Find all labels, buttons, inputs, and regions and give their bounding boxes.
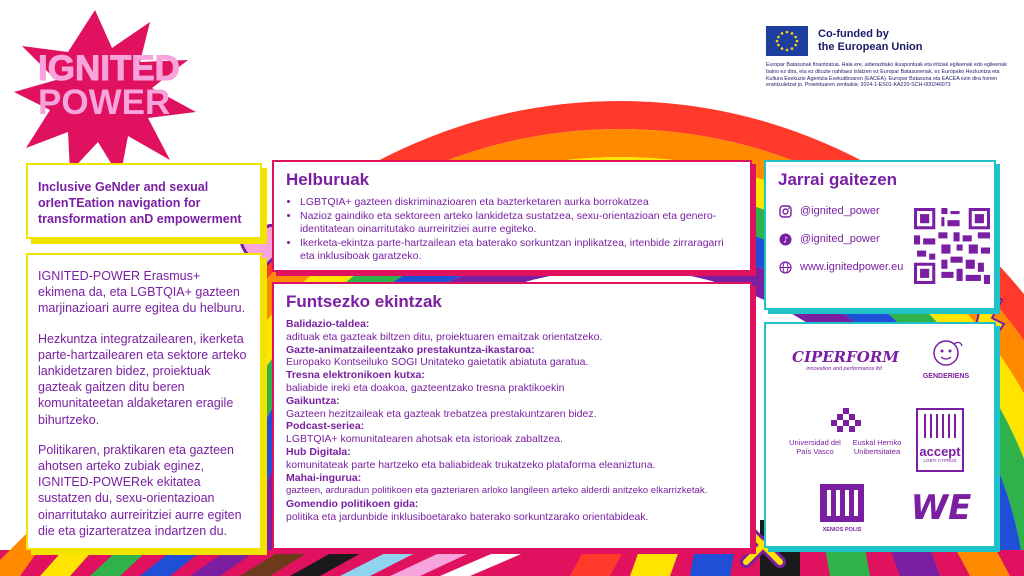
eu-title-line-1: Co-funded by xyxy=(818,28,889,40)
accept-subtitle: LGBTI CYPRUS xyxy=(923,458,957,463)
intro-paragraph-1: IGNITED-POWER Erasmus+ ekimena da, eta LGBTQIA+ gazteen marjinazioari aurre egitea du helburu. xyxy=(38,269,246,316)
xenios-polis-name: XENIOS POLIS xyxy=(822,527,862,533)
action-desc: gazteen, arduradun politikoen eta gazteriaren arloko langileen arteko alderdi anitzeko elkarrizketak. xyxy=(286,485,708,497)
action-desc: Gazteen hezitzaileak eta gazteak trebatzea prestakuntzaren bidez. xyxy=(286,407,597,420)
goals-list xyxy=(286,196,738,264)
upv-ehu-emblem-icon xyxy=(831,408,861,434)
intro-card xyxy=(26,253,262,550)
we-logo: WE xyxy=(910,488,972,528)
action-item xyxy=(286,318,738,344)
goal-item: • Nazioz gaindiko eta sektoreen arteko lankidetza sustatzea, sexu-orientazioan eta genero-identitatean oinarritutako aurreiritziei aurre egiteko. xyxy=(300,210,738,237)
logo xyxy=(38,49,180,122)
genderiens-name: GENDERIENS xyxy=(922,373,970,380)
logo-line-1: IGNITED xyxy=(38,49,180,88)
action-name: Gaikuntza: xyxy=(286,394,340,407)
actions-title: Funtsezko ekintzak xyxy=(286,292,442,311)
intro-paragraph-3: Politikaren, praktikaren eta gazteen ahotsen arteko zubiak eginez, IGNITED-POWERek ekitatea sustatzen du, sexu-orientazioan oinarritutako aurreiritziei aurre egiten die eta gizarteratzea indartzen du. xyxy=(38,442,242,538)
xenios-columns-icon xyxy=(820,484,864,522)
action-desc: komunitateak parte hartzeko eta baliabideak trukatzeko plataforma eleaniztuna. xyxy=(286,458,656,471)
instagram-icon xyxy=(778,204,792,218)
action-desc: Europako Kontseiluko SOGI Unitateko gaietatik abiatuta garatua. xyxy=(286,356,589,369)
goal-item: • LGBTQIA+ gazteen diskriminazioaren eta bazterketaren aurka borrokatzea xyxy=(300,196,738,210)
action-item xyxy=(286,369,738,395)
ciperform-logo xyxy=(792,348,899,372)
action-desc: LGBTQIA+ komunitatearen ahotsak eta istorioak zabaltzea. xyxy=(286,433,563,446)
upv-eu-name: Euskal Herriko Unibertsitatea xyxy=(852,438,902,456)
eu-funding-title xyxy=(818,28,923,54)
action-name: Tresna elektronikoen kutxa: xyxy=(286,369,425,382)
follow-title: Jarrai gaitezen xyxy=(778,170,898,189)
action-item xyxy=(286,395,738,421)
accept-logo xyxy=(916,408,964,472)
action-name: Hub Digitala: xyxy=(286,445,351,458)
goals-title: Helburuak xyxy=(286,170,370,189)
accept-pattern-icon xyxy=(920,410,960,440)
intro-paragraph-2: Hezkuntza integratzailearen, ikerketa parte-hartzailearen eta sektore arteko lankidetzaren bidez, proiektuak gazteak gaitzen ditu beren komunitateetan aldaketaren eragile bihurtzeko. xyxy=(38,331,247,427)
ciperform-subtitle: innovation and performance ltd xyxy=(806,366,882,372)
instagram-handle: @ignited_power xyxy=(800,205,880,217)
genderiens-mascot-icon xyxy=(926,338,966,368)
action-item xyxy=(286,472,738,499)
action-item xyxy=(286,446,738,472)
action-item xyxy=(286,420,738,446)
partners-card xyxy=(764,322,996,548)
goal-item: • Ikerketa-ekintza parte-hartzailean eta baterako sorkuntzan inplikatzea, irtenbide zirraragarri eta inklusiboak garatzeko. xyxy=(300,237,738,264)
goals-card xyxy=(272,160,752,272)
eu-flag-icon xyxy=(766,26,808,56)
globe-icon xyxy=(778,260,792,274)
ciperform-name: CIPERFORM xyxy=(792,348,899,366)
eu-disclaimer: Europar Batasunak finantzatua. Hala ere, adierazitako ikuspuntuak eta iritziak egileenak edo egileenak baino ez dira, eta ez dituzte nahitaez islatzen ez Europar Batasunenak, ez Europako Hezkuntza eta Kultura Exekuzio Agentzia Exekutiboaren (EACEA). Europar Batasuna eta EACEA ezin dira horien erantzuletzat jo. Proiektuaren zenbakia: 2024-1-ES01-KA220-SCH-000246073 xyxy=(766,62,1007,89)
action-item xyxy=(286,344,738,370)
tagline-card xyxy=(26,163,262,239)
action-desc: baliabide ireki eta doakoa, gazteentzako tresna praktikoekin xyxy=(286,381,565,394)
logo-line-2: POWER xyxy=(38,83,171,122)
follow-us-card xyxy=(764,160,996,310)
upv-es-name: Universidad del País Vasco xyxy=(789,438,841,456)
action-item xyxy=(286,498,738,524)
action-name: Gazte-animatzaileentzako prestakuntza-ikastaroa: xyxy=(286,343,535,356)
tiktok-handle: @ignited_power xyxy=(800,233,880,245)
tagline-text: Inclusive GeNder and sexual orIenTEation navigation for transformation anD empowerment xyxy=(38,180,242,226)
accept-name: accept xyxy=(919,444,961,459)
action-desc: adituak eta gazteak biltzen ditu, proiektuaren emaitzak orientatzeko. xyxy=(286,330,603,343)
tiktok-icon xyxy=(778,232,792,246)
svg-text:♪: ♪ xyxy=(782,235,788,244)
website-url: www.ignitedpower.eu xyxy=(800,261,904,273)
xenios-polis-logo xyxy=(818,484,866,533)
action-name: Balidazio-taldea: xyxy=(286,318,370,330)
eu-title-line-2: the European Union xyxy=(818,41,923,53)
action-name: Podcast-seriea: xyxy=(286,420,365,433)
key-actions-card xyxy=(272,282,752,550)
action-desc: politika eta jardunbide inklusiboetarako baterako sorkuntzarako orientabideak. xyxy=(286,510,649,523)
action-name: Mahai-ingurua: xyxy=(286,471,362,484)
qr-code[interactable] xyxy=(914,208,990,284)
genderiens-logo xyxy=(918,338,974,380)
action-name: Gomendio politikoen gida: xyxy=(286,498,419,511)
